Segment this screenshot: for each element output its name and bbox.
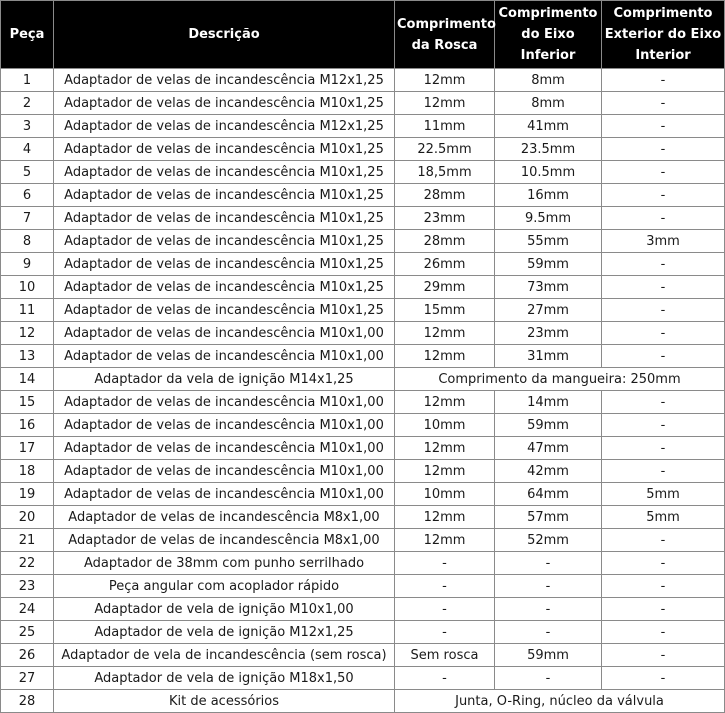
table-row xyxy=(1,322,725,345)
cell-comprimento-exterior: - xyxy=(602,414,725,437)
table-row xyxy=(1,414,725,437)
cell-peca: 2 xyxy=(1,92,54,115)
cell-comprimento-eixo-inferior: 9.5mm xyxy=(495,207,602,230)
cell-comprimento-exterior: - xyxy=(602,207,725,230)
cell-comprimento-eixo-inferior: - xyxy=(495,552,602,575)
cell-comprimento-rosca: - xyxy=(395,667,495,690)
cell-comprimento-exterior: - xyxy=(602,437,725,460)
table-row xyxy=(1,92,725,115)
cell-peca: 9 xyxy=(1,253,54,276)
table-row xyxy=(1,644,725,667)
cell-descricao: Adaptador de vela de ignição M10x1,00 xyxy=(54,598,395,621)
cell-comprimento-eixo-inferior: 52mm xyxy=(495,529,602,552)
cell-peca: 17 xyxy=(1,437,54,460)
cell-comprimento-rosca: 12mm xyxy=(395,92,495,115)
table-row xyxy=(1,368,725,391)
cell-comprimento-eixo-inferior: - xyxy=(495,667,602,690)
cell-comprimento-exterior: - xyxy=(602,69,725,92)
cell-comprimento-rosca: - xyxy=(395,552,495,575)
cell-descricao: Adaptador de vela de ignição M12x1,25 xyxy=(54,621,395,644)
cell-comprimento-exterior: - xyxy=(602,621,725,644)
cell-comprimento-eixo-inferior: 73mm xyxy=(495,276,602,299)
header-eixo-inferior-line1: Comprimento xyxy=(498,6,598,21)
cell-comprimento-rosca: 10mm xyxy=(395,414,495,437)
cell-comprimento-eixo-inferior: - xyxy=(495,598,602,621)
cell-comprimento-exterior: - xyxy=(602,299,725,322)
cell-comprimento-eixo-inferior: - xyxy=(495,575,602,598)
cell-comprimento-eixo-inferior: 16mm xyxy=(495,184,602,207)
table-row xyxy=(1,552,725,575)
header-exterior-line1: Comprimento xyxy=(613,6,713,21)
cell-descricao: Adaptador de velas de incandescência M10x1,25 xyxy=(54,161,395,184)
cell-comprimento-exterior: - xyxy=(602,276,725,299)
header-peca: Peça xyxy=(1,1,54,69)
cell-comprimento-eixo-inferior: 59mm xyxy=(495,644,602,667)
cell-descricao: Adaptador de velas de incandescência M10x1,00 xyxy=(54,322,395,345)
cell-comprimento-eixo-inferior: 59mm xyxy=(495,253,602,276)
table-row xyxy=(1,529,725,552)
header-comprimento-exterior xyxy=(602,1,725,69)
cell-comprimento-exterior: - xyxy=(602,460,725,483)
cell-comprimento-rosca: - xyxy=(395,598,495,621)
cell-descricao: Adaptador de velas de incandescência M10x1,00 xyxy=(54,345,395,368)
cell-descricao: Adaptador de velas de incandescência M12x1,25 xyxy=(54,115,395,138)
header-exterior-line3: Interior xyxy=(635,48,691,63)
cell-comprimento-eixo-inferior: 31mm xyxy=(495,345,602,368)
cell-comprimento-rosca: 28mm xyxy=(395,230,495,253)
header-eixo-inferior-line2: do Eixo Inferior xyxy=(520,27,576,63)
cell-comprimento-eixo-inferior: 10.5mm xyxy=(495,161,602,184)
header-comprimento-rosca-line1: Comprimento xyxy=(397,16,496,32)
cell-comprimento-rosca: 11mm xyxy=(395,115,495,138)
cell-comprimento-rosca: 23mm xyxy=(395,207,495,230)
table-row xyxy=(1,575,725,598)
cell-comprimento-rosca: 12mm xyxy=(395,345,495,368)
cell-comprimento-eixo-inferior: 23mm xyxy=(495,322,602,345)
cell-peca: 21 xyxy=(1,529,54,552)
cell-merged-spec: Comprimento da mangueira: 250mm xyxy=(395,368,725,391)
table-row xyxy=(1,184,725,207)
cell-comprimento-exterior: 3mm xyxy=(602,230,725,253)
cell-descricao: Adaptador de velas de incandescência M10x1,25 xyxy=(54,299,395,322)
table-row xyxy=(1,345,725,368)
cell-peca: 25 xyxy=(1,621,54,644)
cell-comprimento-exterior: - xyxy=(602,345,725,368)
cell-descricao: Kit de acessórios xyxy=(54,690,395,713)
cell-comprimento-rosca: 12mm xyxy=(395,437,495,460)
cell-comprimento-exterior: - xyxy=(602,644,725,667)
cell-comprimento-exterior: - xyxy=(602,184,725,207)
cell-comprimento-rosca: 10mm xyxy=(395,483,495,506)
header-row xyxy=(1,1,725,69)
cell-peca: 23 xyxy=(1,575,54,598)
cell-comprimento-rosca: 18,5mm xyxy=(395,161,495,184)
cell-comprimento-rosca: 12mm xyxy=(395,506,495,529)
cell-comprimento-eixo-inferior: 8mm xyxy=(495,92,602,115)
cell-comprimento-eixo-inferior: 14mm xyxy=(495,391,602,414)
cell-descricao: Adaptador de velas de incandescência M10x1,25 xyxy=(54,184,395,207)
cell-comprimento-rosca: Sem rosca xyxy=(395,644,495,667)
table-row xyxy=(1,437,725,460)
cell-peca: 28 xyxy=(1,690,54,713)
cell-descricao: Adaptador de velas de incandescência M10x1,00 xyxy=(54,391,395,414)
cell-descricao: Adaptador de vela de incandescência (sem rosca) xyxy=(54,644,395,667)
cell-descricao: Adaptador de 38mm com punho serrilhado xyxy=(54,552,395,575)
table-row xyxy=(1,667,725,690)
cell-descricao: Adaptador de velas de incandescência M12x1,25 xyxy=(54,69,395,92)
cell-comprimento-exterior: 5mm xyxy=(602,506,725,529)
cell-peca: 4 xyxy=(1,138,54,161)
table-row xyxy=(1,460,725,483)
cell-peca: 13 xyxy=(1,345,54,368)
table-row xyxy=(1,207,725,230)
cell-comprimento-eixo-inferior: - xyxy=(495,621,602,644)
cell-comprimento-eixo-inferior: 64mm xyxy=(495,483,602,506)
cell-comprimento-eixo-inferior: 41mm xyxy=(495,115,602,138)
table-row xyxy=(1,506,725,529)
cell-descricao: Adaptador de velas de incandescência M10x1,00 xyxy=(54,483,395,506)
cell-descricao: Adaptador de velas de incandescência M10x1,25 xyxy=(54,207,395,230)
cell-comprimento-exterior: - xyxy=(602,529,725,552)
cell-comprimento-exterior: - xyxy=(602,391,725,414)
cell-peca: 6 xyxy=(1,184,54,207)
cell-comprimento-rosca: 22.5mm xyxy=(395,138,495,161)
cell-merged-spec: Junta, O-Ring, núcleo da válvula xyxy=(395,690,725,713)
cell-descricao: Adaptador de velas de incandescência M10x1,25 xyxy=(54,230,395,253)
cell-comprimento-exterior: - xyxy=(602,115,725,138)
cell-comprimento-rosca: 12mm xyxy=(395,322,495,345)
table-row xyxy=(1,276,725,299)
header-comprimento-rosca xyxy=(395,1,495,69)
cell-peca: 8 xyxy=(1,230,54,253)
cell-peca: 22 xyxy=(1,552,54,575)
cell-comprimento-exterior: - xyxy=(602,575,725,598)
cell-descricao: Adaptador de velas de incandescência M10x1,25 xyxy=(54,253,395,276)
cell-comprimento-exterior: - xyxy=(602,598,725,621)
header-exterior-line2: Exterior do Eixo xyxy=(604,27,722,42)
cell-peca: 3 xyxy=(1,115,54,138)
cell-comprimento-exterior: - xyxy=(602,138,725,161)
table-row xyxy=(1,69,725,92)
cell-comprimento-eixo-inferior: 23.5mm xyxy=(495,138,602,161)
cell-comprimento-eixo-inferior: 27mm xyxy=(495,299,602,322)
cell-descricao: Adaptador de vela de ignição M18x1,50 xyxy=(54,667,395,690)
cell-comprimento-exterior: - xyxy=(602,552,725,575)
cell-comprimento-rosca: 12mm xyxy=(395,69,495,92)
cell-peca: 18 xyxy=(1,460,54,483)
cell-comprimento-eixo-inferior: 47mm xyxy=(495,437,602,460)
cell-comprimento-exterior: 5mm xyxy=(602,483,725,506)
cell-comprimento-eixo-inferior: 42mm xyxy=(495,460,602,483)
cell-comprimento-eixo-inferior: 57mm xyxy=(495,506,602,529)
table-row xyxy=(1,253,725,276)
cell-comprimento-exterior: - xyxy=(602,161,725,184)
cell-descricao: Peça angular com acoplador rápido xyxy=(54,575,395,598)
cell-peca: 27 xyxy=(1,667,54,690)
cell-descricao: Adaptador da vela de ignição M14x1,25 xyxy=(54,368,395,391)
cell-peca: 19 xyxy=(1,483,54,506)
cell-peca: 1 xyxy=(1,69,54,92)
table-row xyxy=(1,598,725,621)
cell-comprimento-eixo-inferior: 59mm xyxy=(495,414,602,437)
cell-peca: 16 xyxy=(1,414,54,437)
table-body xyxy=(1,69,725,713)
cell-descricao: Adaptador de velas de incandescência M10x1,00 xyxy=(54,460,395,483)
cell-comprimento-eixo-inferior: 55mm xyxy=(495,230,602,253)
cell-descricao: Adaptador de velas de incandescência M10x1,00 xyxy=(54,437,395,460)
cell-descricao: Adaptador de velas de incandescência M10x1,25 xyxy=(54,276,395,299)
cell-comprimento-rosca: 29mm xyxy=(395,276,495,299)
cell-peca: 7 xyxy=(1,207,54,230)
cell-peca: 15 xyxy=(1,391,54,414)
table-row xyxy=(1,230,725,253)
cell-comprimento-exterior: - xyxy=(602,322,725,345)
cell-descricao: Adaptador de velas de incandescência M10x1,25 xyxy=(54,138,395,161)
cell-peca: 5 xyxy=(1,161,54,184)
table-row xyxy=(1,138,725,161)
table-row xyxy=(1,483,725,506)
table-row xyxy=(1,690,725,713)
table-row xyxy=(1,161,725,184)
cell-descricao: Adaptador de velas de incandescência M8x1,00 xyxy=(54,506,395,529)
cell-peca: 10 xyxy=(1,276,54,299)
cell-peca: 24 xyxy=(1,598,54,621)
cell-peca: 14 xyxy=(1,368,54,391)
header-descricao: Descrição xyxy=(54,1,395,69)
cell-comprimento-rosca: - xyxy=(395,621,495,644)
cell-descricao: Adaptador de velas de incandescência M10x1,00 xyxy=(54,414,395,437)
cell-peca: 20 xyxy=(1,506,54,529)
cell-peca: 12 xyxy=(1,322,54,345)
cell-peca: 11 xyxy=(1,299,54,322)
cell-comprimento-rosca: 15mm xyxy=(395,299,495,322)
cell-descricao: Adaptador de velas de incandescência M10x1,25 xyxy=(54,92,395,115)
cell-comprimento-exterior: - xyxy=(602,253,725,276)
cell-descricao: Adaptador de velas de incandescência M8x1,00 xyxy=(54,529,395,552)
cell-comprimento-exterior: - xyxy=(602,667,725,690)
cell-comprimento-rosca: 26mm xyxy=(395,253,495,276)
cell-comprimento-rosca: 12mm xyxy=(395,391,495,414)
cell-comprimento-eixo-inferior: 8mm xyxy=(495,69,602,92)
cell-comprimento-rosca: 12mm xyxy=(395,529,495,552)
header-comprimento-eixo-inferior xyxy=(495,1,602,69)
cell-comprimento-rosca: 28mm xyxy=(395,184,495,207)
cell-comprimento-rosca: - xyxy=(395,575,495,598)
cell-peca: 26 xyxy=(1,644,54,667)
table-row xyxy=(1,391,725,414)
table-row xyxy=(1,299,725,322)
table-row xyxy=(1,621,725,644)
cell-comprimento-exterior: - xyxy=(602,92,725,115)
cell-comprimento-rosca: 12mm xyxy=(395,460,495,483)
header-comprimento-rosca-line2: da Rosca xyxy=(411,37,478,53)
table-row xyxy=(1,115,725,138)
